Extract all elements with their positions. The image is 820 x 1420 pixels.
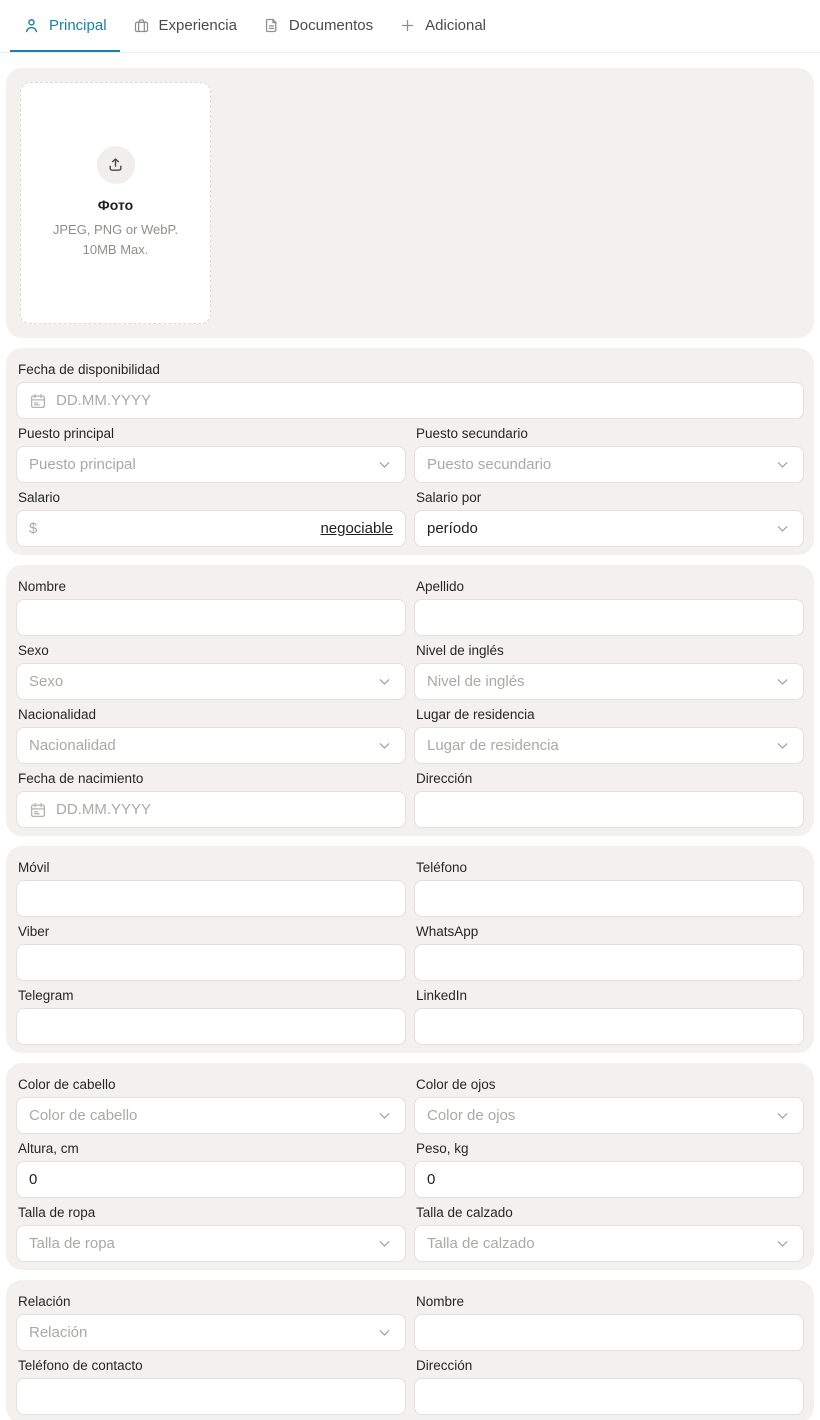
- availability-date-field[interactable]: [16, 382, 804, 419]
- telegram-label: Telegram: [18, 988, 74, 1003]
- mobile-label: Móvil: [18, 860, 50, 875]
- phone-label: Teléfono: [416, 860, 468, 875]
- english-level-label: Nivel de inglés: [416, 643, 504, 658]
- chevron-down-icon: [376, 673, 393, 690]
- appearance-panel: [6, 1063, 814, 1270]
- tab-bar: [0, 0, 820, 53]
- contact-phone-input[interactable]: [16, 1378, 406, 1415]
- contact-phone-label: Teléfono de contacto: [18, 1358, 143, 1373]
- chevron-down-icon: [376, 737, 393, 754]
- last-name-label: Apellido: [416, 579, 465, 594]
- chevron-down-icon: [774, 456, 791, 473]
- document-icon: [263, 17, 280, 34]
- photo-title: Фото: [97, 196, 134, 213]
- sex-label: Sexo: [18, 643, 49, 658]
- sex-select[interactable]: Sexo: [16, 663, 406, 700]
- nationality-select[interactable]: Nacionalidad: [16, 727, 406, 764]
- address-label: Dirección: [416, 771, 473, 786]
- tab-label: Documentos: [288, 16, 374, 34]
- clothing-size-label: Talla de ropa: [18, 1205, 96, 1220]
- currency-symbol: $: [29, 520, 38, 537]
- photo-hint: JPEG, PNG or WebP. 10MB Max.: [52, 221, 179, 257]
- viber-input[interactable]: [16, 944, 406, 981]
- english-level-select[interactable]: Nivel de inglés: [414, 663, 804, 700]
- linkedin-input[interactable]: [414, 1008, 804, 1045]
- weight-label: Peso, kg: [416, 1141, 469, 1156]
- availability-date-input[interactable]: [56, 392, 791, 409]
- photo-panel: [6, 68, 814, 338]
- whatsapp-label: WhatsApp: [416, 924, 479, 939]
- tab-adicional[interactable]: [386, 0, 499, 52]
- primary-position-label: Puesto principal: [18, 426, 115, 441]
- hair-color-select[interactable]: Color de cabello: [16, 1097, 406, 1134]
- height-input[interactable]: [16, 1161, 406, 1198]
- salary-period-label: Salario por: [416, 490, 482, 505]
- tab-principal[interactable]: [10, 0, 120, 52]
- secondary-position-select[interactable]: Puesto secundario: [414, 446, 804, 483]
- chevron-down-icon: [774, 1235, 791, 1252]
- height-label: Altura, cm: [18, 1141, 79, 1156]
- salary-label: Salario: [18, 490, 61, 505]
- first-name-input[interactable]: [16, 599, 406, 636]
- clothing-size-select[interactable]: Talla de ropa: [16, 1225, 406, 1262]
- person-icon: [23, 17, 40, 34]
- chevron-down-icon: [774, 520, 791, 537]
- upload-icon: [107, 156, 124, 173]
- last-name-input[interactable]: [414, 599, 804, 636]
- first-name-label: Nombre: [18, 579, 67, 594]
- personal-panel: [6, 565, 814, 836]
- briefcase-icon: [133, 17, 150, 34]
- calendar-icon: [29, 392, 47, 410]
- address-input[interactable]: [414, 791, 804, 828]
- emergency-name-input[interactable]: [414, 1314, 804, 1351]
- tab-experiencia[interactable]: [120, 0, 250, 52]
- eye-color-select[interactable]: Color de ojos: [414, 1097, 804, 1134]
- chevron-down-icon: [376, 1235, 393, 1252]
- emergency-address-input[interactable]: [414, 1378, 804, 1415]
- shoe-size-select[interactable]: Talla de calzado: [414, 1225, 804, 1262]
- chevron-down-icon: [774, 673, 791, 690]
- tab-documentos[interactable]: [250, 0, 386, 52]
- tab-label: Experiencia: [158, 16, 237, 34]
- chevron-down-icon: [376, 456, 393, 473]
- emergency-address-label: Dirección: [416, 1358, 473, 1373]
- availability-date-label: Fecha de disponibilidad: [18, 362, 160, 377]
- weight-input[interactable]: [414, 1161, 804, 1198]
- emergency-name-label: Nombre: [416, 1294, 465, 1309]
- emergency-contact-panel: [6, 1280, 814, 1420]
- nationality-label: Nacionalidad: [18, 707, 97, 722]
- relation-label: Relación: [18, 1294, 71, 1309]
- chevron-down-icon: [376, 1324, 393, 1341]
- photo-upload-dropzone[interactable]: [20, 82, 211, 324]
- eye-color-label: Color de ojos: [416, 1077, 496, 1092]
- telegram-input[interactable]: [16, 1008, 406, 1045]
- secondary-position-label: Puesto secundario: [416, 426, 528, 441]
- chevron-down-icon: [774, 1107, 791, 1124]
- whatsapp-input[interactable]: [414, 944, 804, 981]
- salary-input[interactable]: [45, 520, 320, 537]
- salary-field[interactable]: [16, 510, 406, 547]
- residence-select[interactable]: Lugar de residencia: [414, 727, 804, 764]
- chevron-down-icon: [376, 1107, 393, 1124]
- hair-color-label: Color de cabello: [18, 1077, 116, 1092]
- calendar-icon: [29, 801, 47, 819]
- mobile-input[interactable]: [16, 880, 406, 917]
- birth-date-field[interactable]: [16, 791, 406, 828]
- upload-button[interactable]: [97, 146, 135, 184]
- birth-date-label: Fecha de nacimiento: [18, 771, 144, 786]
- tab-label: Principal: [49, 16, 107, 34]
- chevron-down-icon: [774, 737, 791, 754]
- availability-panel: [6, 348, 814, 555]
- plus-icon: [399, 17, 416, 34]
- residence-label: Lugar de residencia: [416, 707, 535, 722]
- phone-input[interactable]: [414, 880, 804, 917]
- relation-select[interactable]: Relación: [16, 1314, 406, 1351]
- linkedin-label: LinkedIn: [416, 988, 468, 1003]
- shoe-size-label: Talla de calzado: [416, 1205, 513, 1220]
- primary-position-select[interactable]: Puesto principal: [16, 446, 406, 483]
- negotiable-link[interactable]: negociable: [320, 520, 393, 537]
- salary-period-select[interactable]: período: [414, 510, 804, 547]
- contacts-panel: [6, 846, 814, 1053]
- tab-label: Adicional: [425, 16, 487, 34]
- viber-label: Viber: [18, 924, 50, 939]
- birth-date-input[interactable]: [56, 801, 393, 818]
